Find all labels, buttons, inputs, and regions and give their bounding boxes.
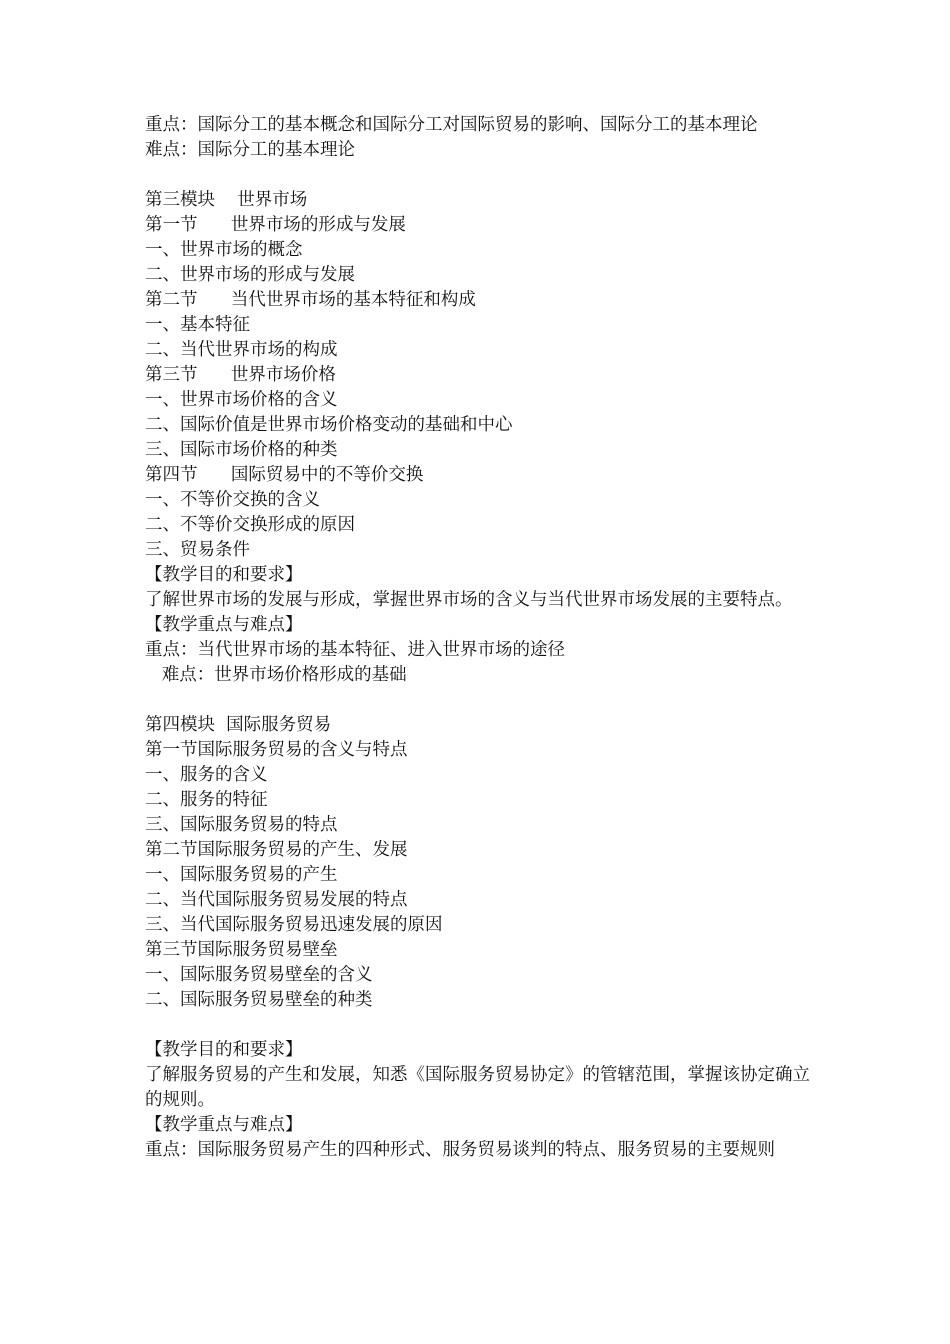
text-line: 二、不等价交换形成的原因 xyxy=(145,515,355,535)
text-line: 【教学重点与难点】 xyxy=(145,615,303,635)
blank-line xyxy=(145,688,810,713)
text-line: 三、国际市场价格的种类 xyxy=(145,440,338,460)
text-line: 一、国际服务贸易的产生 xyxy=(145,865,338,885)
paragraph: 了解服务贸易的产生和发展，知悉《国际服务贸易协定》的管辖范围，掌握该协定确立的规则。 xyxy=(145,1065,810,1110)
text-line: 第二节 当代世界市场的基本特征和构成 xyxy=(145,290,476,310)
paragraph: 了解世界市场的发展与形成，掌握世界市场的含义与当代世界市场发展的主要特点。 xyxy=(145,590,793,610)
text-line: 第四模块 国际服务贸易 xyxy=(145,715,332,735)
blank-line xyxy=(145,163,810,188)
text-line: 重点：国际分工的基本概念和国际分工对国际贸易的影响、国际分工的基本理论 xyxy=(145,115,758,135)
text-line: 难点：国际分工的基本理论 xyxy=(145,140,355,160)
text-line: 第一节国际服务贸易的含义与特点 xyxy=(145,740,408,760)
text-line: 三、贸易条件 xyxy=(145,540,250,560)
text-line: 一、国际服务贸易壁垒的含义 xyxy=(145,965,373,985)
text-line: 二、服务的特征 xyxy=(145,790,268,810)
text-line: 【教学目的和要求】 xyxy=(145,565,303,585)
text-line: 第二节国际服务贸易的产生、发展 xyxy=(145,840,408,860)
text-line: 一、服务的含义 xyxy=(145,765,268,785)
text-line: 二、国际服务贸易壁垒的种类 xyxy=(145,990,373,1010)
text-line: 二、国际价值是世界市场价格变动的基础和中心 xyxy=(145,415,513,435)
text-line: 第三模块 世界市场 xyxy=(145,190,308,210)
text-line: 三、当代国际服务贸易迅速发展的原因 xyxy=(145,915,443,935)
text-line: 三、国际服务贸易的特点 xyxy=(145,815,338,835)
text-line: 一、世界市场的概念 xyxy=(145,240,303,260)
text-line: 一、基本特征 xyxy=(145,315,250,335)
text-line: 【教学重点与难点】 xyxy=(145,1115,303,1135)
text-line: 二、当代国际服务贸易发展的特点 xyxy=(145,890,408,910)
text-line: 第一节 世界市场的形成与发展 xyxy=(145,215,406,235)
text-line: 难点：世界市场价格形成的基础 xyxy=(145,665,407,685)
text-line: 第三节 世界市场价格 xyxy=(145,365,336,385)
text-line: 二、世界市场的形成与发展 xyxy=(145,265,355,285)
text-line: 第四节 国际贸易中的不等价交换 xyxy=(145,465,424,485)
blank-line xyxy=(145,1013,810,1038)
text-line: 【教学目的和要求】 xyxy=(145,1040,303,1060)
text-line: 一、世界市场价格的含义 xyxy=(145,390,338,410)
text-line: 重点：当代世界市场的基本特征、进入世界市场的途径 xyxy=(145,640,565,660)
document-body xyxy=(145,113,810,1163)
paragraph: 重点：国际服务贸易产生的四种形式、服务贸易谈判的特点、服务贸易的主要规则 xyxy=(145,1140,775,1160)
text-line: 二、当代世界市场的构成 xyxy=(145,340,338,360)
text-line: 一、不等价交换的含义 xyxy=(145,490,320,510)
text-line: 第三节国际服务贸易壁垒 xyxy=(145,940,338,960)
